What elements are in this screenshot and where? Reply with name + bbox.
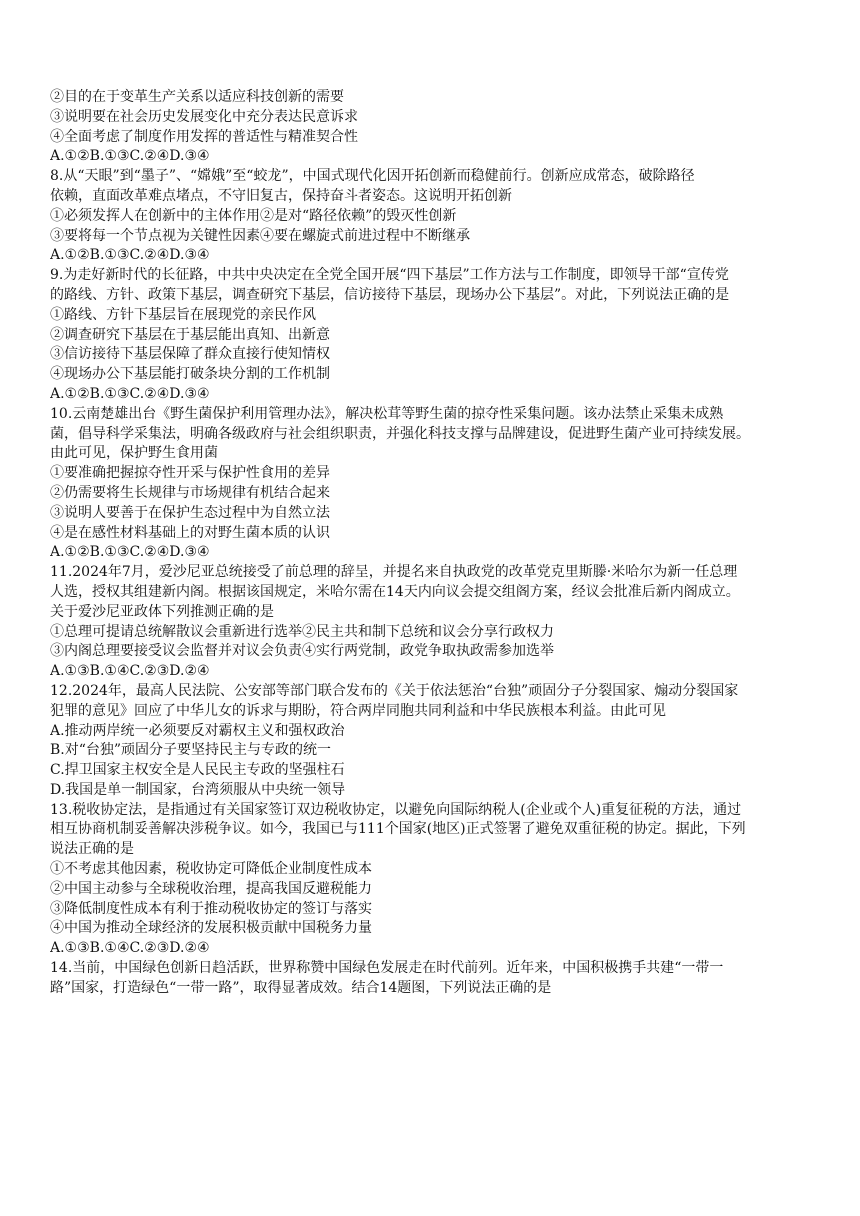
text-line: 14.当前，中国绿色创新日趋活跃，世界称赞中国绿色发展走在时代前列。近年来，中国积极携手共建“一带一 (50, 960, 724, 977)
text-line: 依赖，直面改革难点堵点，不守旧复古，保持奋斗者姿态。这说明开拓创新 (50, 187, 512, 204)
text-line: ②调查研究下基层在于基层能出真知、出新意 (50, 326, 330, 343)
text-line: 菌，倡导科学采集法，明确各级政府与社会组织职责，并强化科技支撑与品牌建设，促进野生菌产业可持续发展。 (50, 425, 750, 442)
text-line: ①总理可提请总统解散议会重新进行选举②民主共和制下总统和议会分享行政权力 (50, 623, 554, 640)
text-line: 人选，授权其组建新内阁。根据该国规定，米哈尔需在14天内向议会提交组阁方案，经议会批准后新内阁成立。 (50, 583, 740, 600)
text-line: ①路线、方针下基层旨在展现党的亲民作风 (50, 306, 316, 323)
text-line: 路”国家，打造绿色“一带一路”，取得显著成效。结合14题图，下列说法正确的是 (50, 979, 552, 996)
text-line: 关于爱沙尼亚政体下列推测正确的是 (50, 603, 274, 620)
text-line: 由此可见，保护野生食用菌 (50, 445, 218, 462)
text-line: ③信访接待下基层保障了群众直接行使知情权 (50, 346, 330, 363)
text-line: ①必须发挥人在创新中的主体作用②是对“路径依赖”的毁灭性创新 (50, 207, 457, 224)
text-line: ④中国为推动全球经济的发展积极贡献中国税务力量 (50, 920, 372, 937)
text-line: 8.从“天眼”到“墨子”、“嫦娥”至“蛟龙”，中国式现代化因开拓创新而稳健前行。创新应成常态，破除路径 (50, 168, 695, 185)
text-line: D.我国是单一制国家，台湾须服从中央统一领导 (50, 781, 346, 798)
text-line: A.推动两岸统一必须要反对霸权主义和强权政治 (50, 722, 345, 739)
text-line: 犯罪的意见》回应了中华儿女的诉求与期盼，符合两岸同胞共同利益和中华民族根本利益。由此可见 (50, 702, 666, 719)
text-line: C.捍卫国家主权安全是人民民主专政的坚强柱石 (50, 762, 345, 779)
text-line: A.①②B.①③C.②④D.③④ (50, 385, 210, 402)
exam-document (50, 88, 820, 999)
text-line: ④是在感性材料基础上的对野生菌本质的认识 (50, 524, 330, 541)
text-line: B.对“台独”顽固分子要坚持民主与专政的统一 (50, 742, 332, 759)
text-line: ③说明人要善于在保护生态过程中为自然立法 (50, 504, 330, 521)
text-line: 10.云南楚雄出台《野生菌保护利用管理办法》，解决松茸等野生菌的掠夺性采集问题。该办法禁止采集未成熟 (50, 405, 724, 422)
text-line: ②中国主动参与全球税收治理，提高我国反避税能力 (50, 880, 372, 897)
text-line: 12.2024年，最高人民法院、公安部等部门联合发布的《关于依法惩治“台独”顽固分子分裂国家、煽动分裂国家 (50, 682, 739, 699)
text-line: ③要将每一个节点视为关键性因素④要在螺旋式前进过程中不断继承 (50, 227, 470, 244)
text-line: 13.税收协定法，是指通过有关国家签订双边税收协定，以避免向国际纳税人(企业或个人)重复征税的方法，通过 (50, 801, 742, 818)
text-line: ④现场办公下基层能打破条块分割的工作机制 (50, 366, 330, 383)
text-line: ④全面考虑了制度作用发挥的普适性与精准契合性 (50, 128, 358, 145)
text-line: ③说明要在社会历史发展变化中充分表达民意诉求 (50, 108, 358, 125)
text-line: A.①③B.①④C.②③D.②④ (50, 663, 210, 680)
text-line: A.①②B.①③C.②④D.③④ (50, 148, 210, 165)
text-line: ①不考虑其他因素，税收协定可降低企业制度性成本 (50, 861, 372, 878)
text-line: 说法正确的是 (50, 841, 134, 858)
text-line: ②仍需要将生长规律与市场规律有机结合起来 (50, 484, 330, 501)
text-line: 的路线、方针、政策下基层，调查研究下基层，信访接待下基层，现场办公下基层”。对此，下列说法正确的是 (50, 286, 730, 303)
text-line: 11.2024年7月，爱沙尼亚总统接受了前总理的辞呈，并提名来自执政党的改革党克里斯滕·米哈尔为新一任总理 (50, 564, 738, 581)
text-line: ①要准确把握掠夺性开采与保护性食用的差异 (50, 465, 330, 482)
text-line: A.①③B.①④C.②③D.②④ (50, 940, 210, 957)
text-line: ③降低制度性成本有利于推动税收协定的签订与落实 (50, 900, 372, 917)
text-line: A.①②B.①③C.②④D.③④ (50, 544, 210, 561)
text-line: A.①②B.①③C.②④D.③④ (50, 247, 210, 264)
text-line: 9.为走好新时代的长征路，中共中央决定在全党全国开展“四下基层”工作方法与工作制度，即领导干部“宣传党 (50, 267, 729, 284)
text-line: ②目的在于变革生产关系以适应科技创新的需要 (50, 89, 344, 105)
text-line: ③内阁总理要接受议会监督并对议会负责④实行两党制，政党争取执政需参加选举 (50, 643, 554, 660)
text-line: 相互协商机制妥善解决涉税争议。如今，我国已与111个国家(地区)正式签署了避免双重征税的协定。据此，下列 (50, 821, 746, 838)
